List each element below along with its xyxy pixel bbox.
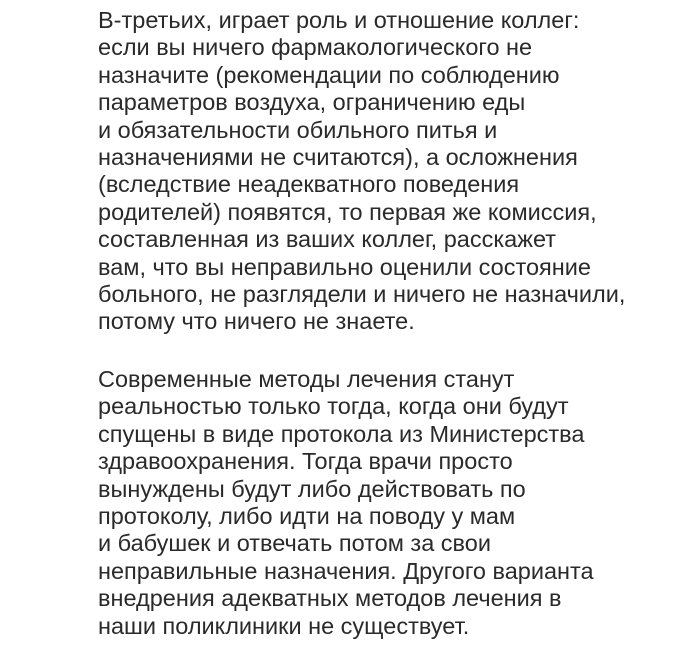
text-line: и обязательности обильного питья и — [98, 116, 498, 143]
text-line: назначениями не считаются), а осложнения — [98, 143, 578, 170]
text-line: вам, что вы неправильно оценили состояние — [98, 253, 591, 280]
paragraph — [98, 366, 594, 640]
text-line: (вследствие неадекватного поведения — [98, 171, 520, 198]
text-line: В-третьих, играет роль и отношение коллег: — [98, 7, 580, 33]
text-line: составленная из ваших коллег, расскажет — [98, 226, 557, 253]
text-line: назначите (рекомендации по соблюдению — [98, 61, 560, 88]
text-line: здравоохранения. Тогда врачи просто — [98, 448, 513, 475]
text-line: родителей) появятся, то первая же комиссия, — [98, 198, 597, 225]
text-line: спущены в виде протокола из Министерства — [98, 420, 585, 447]
text-line: потому что ничего не знаете. — [98, 308, 415, 335]
text-line: параметров воздуха, ограничению еды — [98, 89, 526, 116]
text-line: неправильные назначения. Другого варианта — [98, 557, 594, 584]
text-line: реальностью только тогда, когда они будут — [98, 393, 569, 420]
text-line: внедрения адекватных методов лечения в — [98, 585, 562, 612]
text-line: и бабушек и отвечать потом за свои — [98, 530, 491, 557]
text-line: Современные методы лечения станут — [98, 366, 515, 392]
text-line: вынуждены будут либо действовать по — [98, 475, 526, 502]
text-line: протоколу, либо идти на поводу у мам — [98, 502, 516, 529]
text-line: наши поликлиники не существует. — [98, 612, 470, 639]
paragraph — [98, 7, 625, 336]
text-line: больного, не разглядели и ничего не назначили, — [98, 280, 626, 307]
text-line: если вы ничего фармакологического не — [98, 34, 533, 61]
